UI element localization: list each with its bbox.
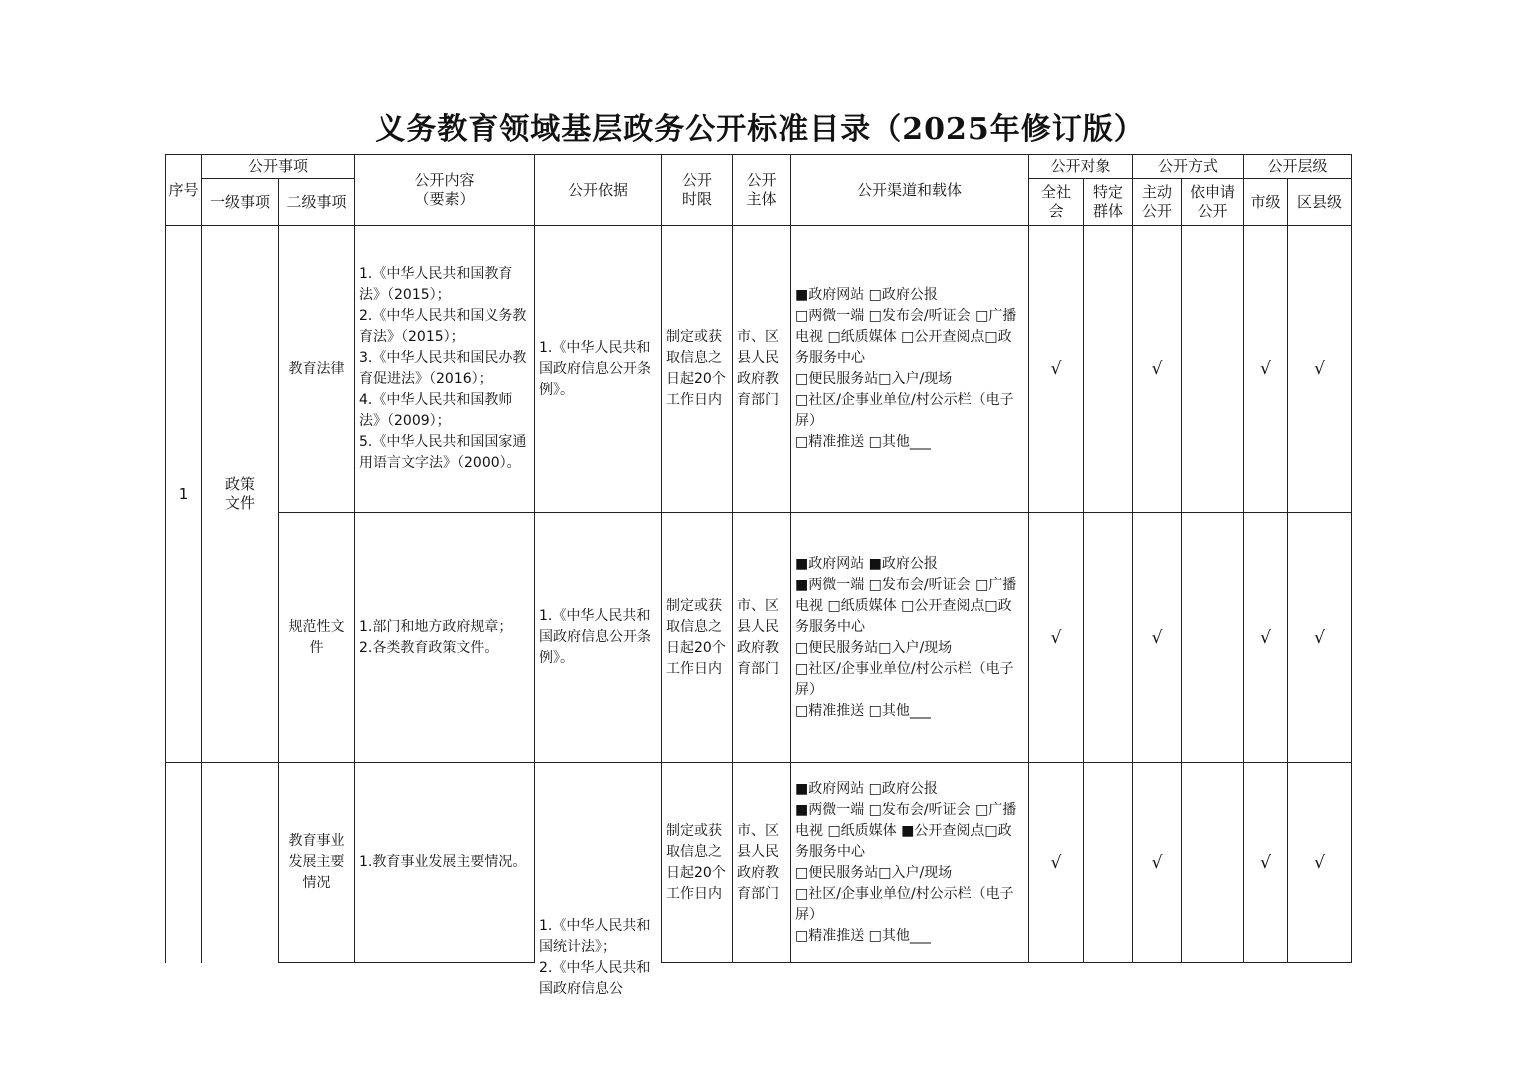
table-row-basis: 1.《中华人民共和国政府信息公开条例》。 xyxy=(534,225,662,513)
header-method-active: 主动 公开 xyxy=(1132,178,1182,226)
table-row-method-request xyxy=(1181,225,1244,513)
table-row-level-city: √ xyxy=(1243,762,1288,963)
table-row-content: 1.教育事业发展主要情况。 xyxy=(354,762,535,963)
header-target-specific: 特定 群体 xyxy=(1083,178,1133,226)
table-row-basis: 1.《中华人民共和国统计法》； 2.《中华人民共和国政府信息公 xyxy=(534,762,662,963)
table-row-channel: ■政府网站 ■政府公报 ■两微一端 □发布会/听证会 □广播电视 □纸质媒体 □公开查阅点□政务服务中心 □便民服务站□入户/现场 □社区/企事业单位/村公示栏（电子屏） □精准推送 □其他___ xyxy=(790,512,1029,763)
table-row-target-specific xyxy=(1083,762,1133,963)
table-row-target-specific xyxy=(1083,512,1133,763)
table-row-level-city: √ xyxy=(1243,512,1288,763)
table-row-channel: ■政府网站 □政府公报 ■两微一端 □发布会/听证会 □广播电视 □纸质媒体 ■公开查阅点□政务服务中心 □便民服务站□入户/现场 □社区/企事业单位/村公示栏（电子屏） □精准推送 □其他___ xyxy=(790,762,1029,963)
table-row-level-city: √ xyxy=(1243,225,1288,513)
table-row-method-active: √ xyxy=(1132,225,1182,513)
table-row-level2: 教育事业发展主要情况 xyxy=(278,762,355,963)
header-seq: 序号 xyxy=(165,154,202,226)
header-content: 公开内容 （要素） xyxy=(354,154,535,226)
table-row-channel: ■政府网站 □政府公报 □两微一端 □发布会/听证会 □广播电视 □纸质媒体 □公开查阅点□政务服务中心 □便民服务站□入户/现场 □社区/企事业单位/村公示栏（电子屏） □精准推送 □其他___ xyxy=(790,225,1029,513)
table-row-subject: 市、区县人民政府教育部门 xyxy=(732,762,791,963)
table-row-method-request xyxy=(1181,512,1244,763)
row2-seq xyxy=(165,762,202,963)
table-row-target-all: √ xyxy=(1028,512,1084,763)
table-row-level2: 教育法律 xyxy=(278,225,355,513)
header-level2: 二级事项 xyxy=(278,178,355,226)
table-row-target-all: √ xyxy=(1028,225,1084,513)
header-level1: 一级事项 xyxy=(201,178,279,226)
table-row-method-active: √ xyxy=(1132,762,1182,963)
table-row-level2: 规范性文件 xyxy=(278,512,355,763)
table-row-level-county: √ xyxy=(1287,512,1352,763)
page-title: 义务教育领域基层政务公开标准目录（2025年修订版） xyxy=(375,112,1145,147)
catalog-table xyxy=(166,155,1353,997)
header-target-group: 公开对象 xyxy=(1028,154,1133,179)
table-row-target-specific xyxy=(1083,225,1133,513)
table-row-level-county: √ xyxy=(1287,762,1352,963)
table-row-method-request xyxy=(1181,762,1244,963)
table-row-level-county: √ xyxy=(1287,225,1352,513)
row1-level1: 政策 文件 xyxy=(201,225,279,763)
header-time-limit: 公开 时限 xyxy=(661,154,733,226)
row2-level1 xyxy=(201,762,279,963)
header-item-group: 公开事项 xyxy=(201,154,355,179)
header-level-city: 市级 xyxy=(1243,178,1288,226)
table-row-subject: 市、区县人民政府教育部门 xyxy=(732,512,791,763)
table-row-basis: 1.《中华人民共和国政府信息公开条例》。 xyxy=(534,512,662,763)
header-method-request: 依申请 公开 xyxy=(1181,178,1244,226)
row1-seq: 1 xyxy=(165,225,202,763)
header-basis: 公开依据 xyxy=(534,154,662,226)
header-method-group: 公开方式 xyxy=(1132,154,1244,179)
table-row-content: 1.部门和地方政府规章； 2.各类教育政策文件。 xyxy=(354,512,535,763)
table-row-subject: 市、区县人民政府教育部门 xyxy=(732,225,791,513)
table-row-time-limit: 制定或获取信息之日起20个工作日内 xyxy=(661,762,733,963)
table-row-method-active: √ xyxy=(1132,512,1182,763)
header-level-group: 公开层级 xyxy=(1243,154,1352,179)
table-row-time-limit: 制定或获取信息之日起20个工作日内 xyxy=(661,512,733,763)
table-row-target-all: √ xyxy=(1028,762,1084,963)
table-row-time-limit: 制定或获取信息之日起20个工作日内 xyxy=(661,225,733,513)
header-level-county: 区县级 xyxy=(1287,178,1352,226)
header-target-all: 全社 会 xyxy=(1028,178,1084,226)
header-channel: 公开渠道和载体 xyxy=(790,154,1029,226)
table-row-content: 1.《中华人民共和国教育法》（2015）； 2.《中华人民共和国义务教育法》（2015）； 3.《中华人民共和国民办教育促进法》（2016）； 4.《中华人民共和国教师法》（2009）； 5.《中华人民共和国国家通用语言文字法》（2000）。 xyxy=(354,225,535,513)
header-subject: 公开 主体 xyxy=(732,154,791,226)
